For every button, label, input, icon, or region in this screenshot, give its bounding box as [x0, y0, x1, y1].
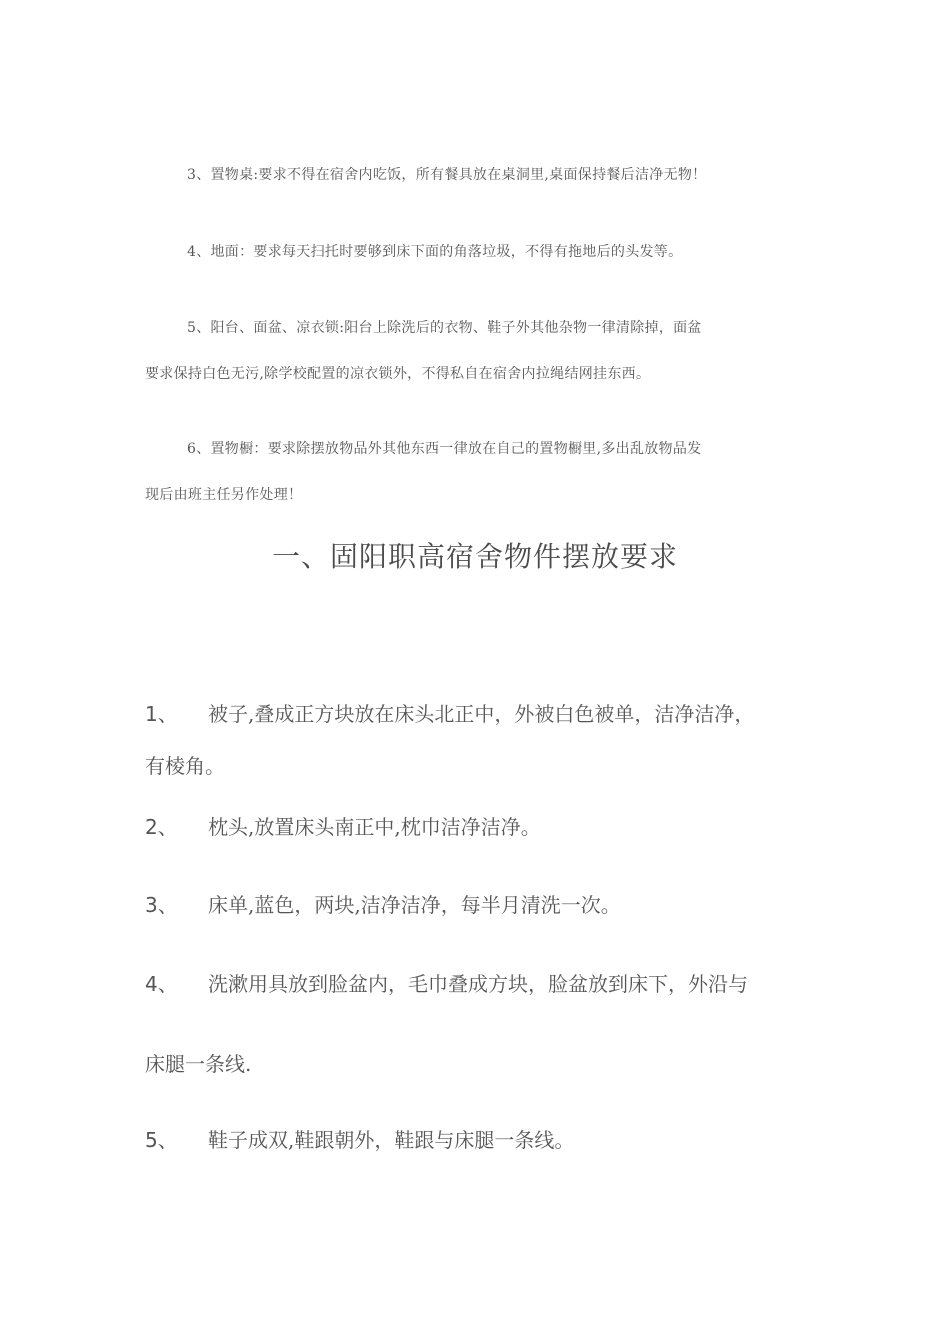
list-item-4: [145, 958, 815, 1010]
paragraph-line: 5、阳台、面盆、凉衣锁:阳台上除洗后的衣物、鞋子外其他杂物一律清除掉，面盆: [187, 320, 702, 336]
list-item-1: [145, 688, 815, 792]
paragraph-line: 现后由班主任另作处理！: [145, 487, 303, 503]
list-item-3: [145, 879, 815, 931]
list-text: 被子,叠成正方块放在床头北正中，外被白色被单，洁净洁净，: [208, 702, 755, 726]
list-text: 床单,蓝色，两块,洁净洁净，每半月清洗一次。: [208, 893, 621, 917]
list-text: 鞋子成双,鞋跟朝外，鞋跟与床腿一条线。: [208, 1128, 575, 1152]
list-item-4-continued: [145, 1038, 815, 1090]
list-text-continued: 床腿一条线.: [145, 1052, 252, 1076]
paragraph-item-3: [145, 152, 805, 198]
list-number: 2、: [145, 815, 178, 839]
section-heading: 一、固阳职高宿舍物件摆放要求: [271, 540, 678, 573]
paragraph-item-4: [145, 229, 805, 275]
list-item-2: [145, 801, 815, 853]
paragraph-line: 4、地面：要求每天扫托时要够到床下面的角落垃圾，不得有拖地后的头发等。: [187, 244, 683, 260]
list-number: 1、: [145, 702, 178, 726]
list-number: 4、: [145, 972, 178, 996]
list-text-continued: 有棱角。: [145, 754, 225, 778]
list-text: 枕头,放置床头南正中,枕巾洁净洁净。: [208, 815, 541, 839]
paragraph-item-5: [145, 305, 805, 397]
paragraph-line: 要求保持白色无污,除学校配置的凉衣锁外，不得私自在宿舍内拉绳结网挂东西。: [145, 366, 651, 382]
list-number: 3、: [145, 893, 178, 917]
paragraph-line: 6、置物橱：要求除摆放物品外其他东西一律放在自己的置物橱里,多出乱放物品发: [187, 441, 702, 457]
list-text: 洗漱用具放到脸盆内，毛巾叠成方块，脸盆放到床下，外沿与: [208, 972, 748, 996]
paragraph-line: 3、置物桌:要求不得在宿舍内吃饭，所有餐具放在桌洞里,桌面保持餐后洁净无物！: [187, 167, 707, 183]
paragraph-item-6: [145, 426, 805, 518]
list-item-5: [145, 1114, 815, 1166]
list-number: 5、: [145, 1128, 178, 1152]
